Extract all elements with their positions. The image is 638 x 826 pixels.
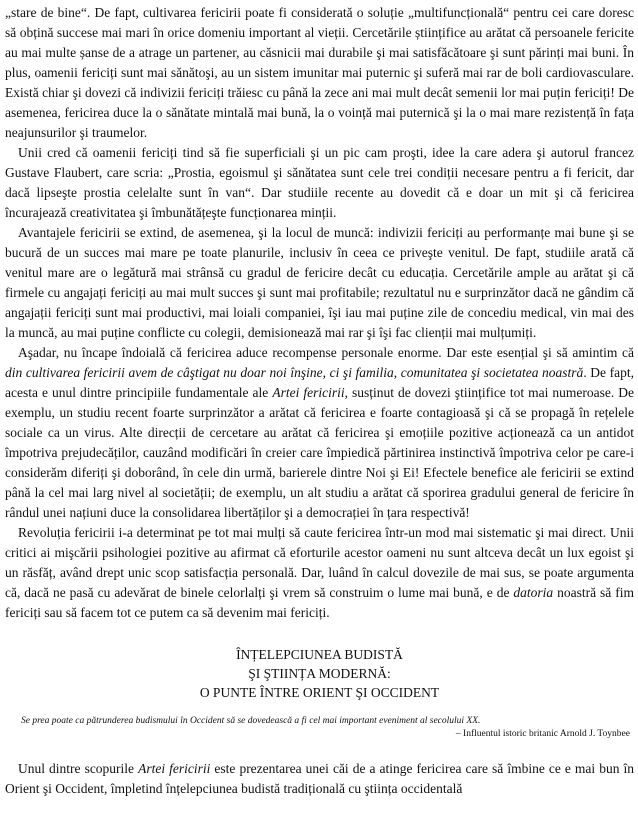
paragraph-happiness-revolution bbox=[5, 523, 634, 623]
paragraph-social-benefits bbox=[5, 343, 634, 523]
spacer bbox=[5, 741, 634, 759]
paragraph-text: , susținut de dovezi ştiințifice tot mai numeroase. De exemplu, un studiu recent foarte surprinzător a arătat că fericirea e foarte contagioasă şi că se propagă în rețelele sociale ca un virus. Alte direcții de cercetare au arătat că fericirea şi emoțiile pozitive acționează ca un antidot împotriva prejudecăților, cauzând modificări în creier care împiedică părtinirea instinctivă împotriva celor pe care-i considerăm diferiți şi doborând, în cele din urmă, barierele dintre Noi şi Ei! Efectele benefice ale fericirii se extind până la cel mai larg nivel al societății; de exemplu, un alt studiu a arătat că sporirea gradului general de fericire în rândul unei națiuni duce la consolidarea libertăților şi a democrației în țara respectivă! bbox=[5, 385, 634, 520]
book-title-emphasis: Artei fericirii bbox=[272, 385, 345, 400]
section-heading bbox=[5, 645, 634, 702]
section-heading-line-3: O PUNTE ÎNTRE ORIENT ŞI OCCIDENT bbox=[199, 685, 440, 700]
epigraph-attribution: – Influentul istoric britanic Arnold J. Toynbee bbox=[455, 729, 630, 739]
emphasis-text: datoria bbox=[513, 585, 554, 600]
paragraph-text: este prezentarea unei căi de a atinge fericirea care să îmbine ce e mai bun în Orient şi Occident, împletind înțelepciunea budistă tradițională cu ştiința occidentală bbox=[5, 761, 634, 796]
paragraph-text: Unii cred că oamenii fericiți tind să fie superficiali şi un pic cam proşti, idee la care adera şi autorul francez Gustave Flaubert, care scria: „Prostia, egoismul şi sănătatea sunt cele trei condiții necesare pentru a fi fericit, dar dacă lipseşte prostia celelalte sunt în van“. Dar studiile recente au dovedit că e doar un mit şi că fericirea încurajează creativitatea şi îmbunătățeşte funcționarea minții. bbox=[5, 145, 634, 220]
paragraph-section-intro bbox=[5, 759, 634, 799]
section-heading-line-2: ŞI ŞTIINȚA MODERNĂ: bbox=[248, 666, 391, 681]
paragraph-text: . De fapt, acesta e unul dintre principiile fundamentale ale bbox=[5, 365, 634, 400]
epigraph-quote: Se prea poate ca pătrunderea budismului în Occident să se dovedească a fi cel mai important eveniment al secolului XX. bbox=[21, 716, 481, 726]
paragraph-text: Revoluția fericirii i-a determinat pe tot mai mulți să caute fericirea într-un mod mai sistematic şi mai direct. Unii critici ai mişcării psihologiei pozitive au afirmat că eforturile acestor oameni nu sunt altceva decât un lux egoist şi un răsfăț, având drept unic scop satisfacția personală. Dar, luând în calcul dovezile de mai sus, se poate argumenta că, dacă ne pasă cu adevărat de binele celorlalți şi vrem să construim o lume mai bună, e de bbox=[5, 525, 634, 600]
emphasis-text: din cultivarea fericirii avem de câştigat nu doar noi înşine, ci şi familia, comunitatea şi societatea noastră bbox=[5, 365, 584, 380]
paragraph-text: noastră să fim fericiți sau să facem tot ce putem ca să devenim mai fericiți. bbox=[5, 585, 634, 620]
paragraph-text: „stare de bine“. De fapt, cultivarea fericirii poate fi considerată o soluție „multifuncțională“ pentru cei care doresc să obțină succese mai mari în orice domeniu important al vieții. Cercetările științifice au arătat că persoanele fericite au mai multe șanse de a atrage un partener, au căsnicii mai durabile şi mai satisfăcătoare şi sunt părinți mai buni. În plus, oamenii fericiți sunt mai sănătoşi, au un sistem imunitar mai puternic şi suferă mai rar de boli cardiovasculare. Există chiar şi dovezi că indivizii fericiți trăiesc cu până la zece ani mai mult decât semenii lor mai puțin fericiți! De asemenea, fericirea duce la o sănătate mintală mai bună, la o voință mai puternică şi la o mai mare rezistență în fața neajunsurilor şi traumelor. bbox=[5, 5, 634, 140]
book-title-emphasis: Artei fericirii bbox=[138, 761, 211, 776]
paragraph-text: Unul dintre scopurile bbox=[18, 761, 139, 776]
paragraph-workplace-benefits bbox=[5, 223, 634, 343]
paragraph-superficiality-myth bbox=[5, 143, 634, 223]
paragraph-text: Avantajele fericirii se extind, de asemenea, şi la locul de muncă: indivizii fericiți au performanțe mai bune şi se bucură de un succes mai mare pe toate planurile, inclusiv în ceea ce priveşte venitul. De fapt, studiile arată că venitul mare are o legătură mai strânsă cu gradul de fericire decât cu educația. Cercetările ample au arătat şi că firmele cu angajați fericiți au mai mult succes şi sunt mai profitabile; rezultatul nu e surprinzător dacă ne gândim că angajații fericiți sunt mai productivi, mai loiali companiei, îşi iau mai puține zile de concediu medical, vin mai des la muncă, au mai puține conflicte cu colegii, demisionează mai rar şi îşi fac clienții mai mulțumiți. bbox=[5, 225, 634, 340]
paragraph-text: Aşadar, nu încape îndoială că fericirea aduce recompense personale enorme. Dar este esențial şi să amintim că bbox=[18, 345, 634, 360]
section-heading-line-1: ÎNȚELEPCIUNEA BUDISTĂ bbox=[236, 647, 403, 662]
paragraph-benefits-of-happiness bbox=[5, 3, 634, 143]
